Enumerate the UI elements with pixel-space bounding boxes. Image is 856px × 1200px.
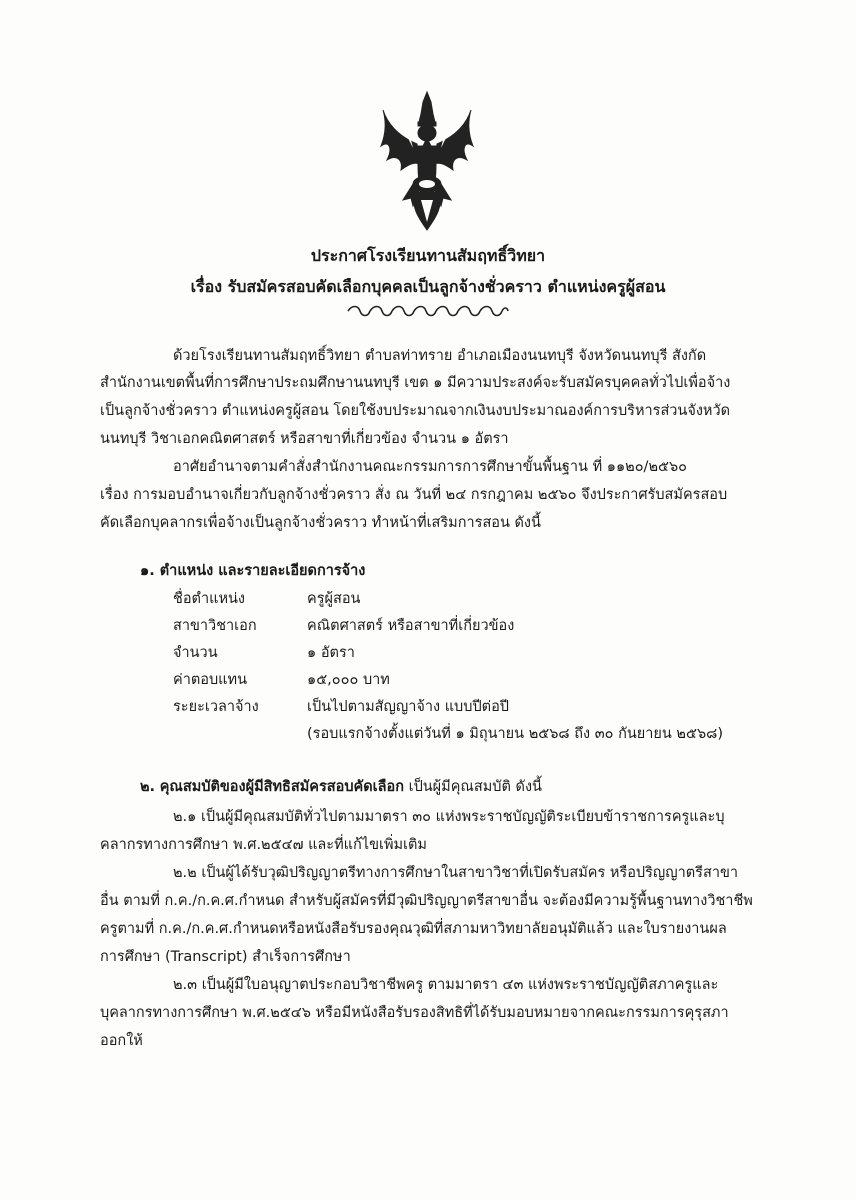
section2-heading — [140, 776, 542, 798]
section1-heading: ๑. ตำแหน่ง และรายละเอียดการจ้าง — [140, 563, 366, 579]
intro-p2-line2: เรื่อง การมอบอำนาจเกี่ยวกับลูกจ้างชั่วคราว สั่ง ณ วันที่ ๒๔ กรกฎาคม ๒๕๖๐ จึงประกาศรับสมัครสอบ — [100, 487, 728, 503]
intro-p1-line4: นนทบุรี วิชาเอกคณิตศาสตร์ หรือสาขาที่เกี่ยวข้อง จำนวน ๑ อัตรา — [100, 431, 509, 447]
item22-line3: ครูตามที่ ก.ค./ก.ค.ศ.กำหนดหรือหนังสือรับรองคุณวุฒิที่สภามหาวิทยาลัยอนุมัติแล้ว และใบรายงานผล — [100, 921, 727, 937]
detail-label-salary: ค่าตอบแทน — [173, 672, 247, 688]
item22-line1: ๒.๒ เป็นผู้ได้รับวุฒิปริญญาตรีทางการศึกษาในสาขาวิชาที่เปิดรับสมัคร หรือปริญญาตรีสาขา — [173, 865, 739, 881]
intro-p1-line3: เป็นลูกจ้างชั่วคราว ตำแหน่งครูผู้สอน โดยใช้งบประมาณจากเงินงบประมาณองค์การบริหารส่วนจังหวัด — [100, 403, 731, 419]
detail-value-position: ครูผู้สอน — [307, 591, 361, 607]
item21-line2: คลากรทางการศึกษา พ.ศ.๒๕๔๗ และที่แก้ไขเพิ่มเติม — [100, 837, 427, 853]
garuda-emblem — [373, 88, 481, 236]
announcement-title: ประกาศโรงเรียนทานสัมฤทธิ์วิทยา — [310, 246, 546, 265]
detail-value-count: ๑ อัตรา — [307, 645, 355, 661]
intro-p1-line1: ด้วยโรงเรียนทานสัมฤทธิ์วิทยา ตำบลท่าทราย อำเภอเมืองนนทบุรี จังหวัดนนทบุรี สังกัด — [173, 348, 707, 364]
intro-p1-line2: สำนักงานเขตพื้นที่การศึกษาประถมศึกษานนทบุรี เขต ๑ มีความประสงค์จะรับสมัครบุคคลทั่วไปเพื่อจ้าง — [100, 375, 731, 391]
detail-value-duration: เป็นไปตามสัญญาจ้าง แบบปีต่อปี — [307, 699, 510, 715]
section2-number: ๒. — [140, 779, 156, 795]
detail-value-major: คณิตศาสตร์ หรือสาขาที่เกี่ยวข้อง — [307, 618, 515, 634]
item22-line4: การศึกษา (Transcript) สำเร็จการศึกษา — [100, 949, 351, 965]
ornament-divider — [346, 303, 510, 319]
section2-heading-bold: คุณสมบัติของผู้มีสิทธิสมัครสอบคัดเลือก — [159, 779, 404, 795]
detail-label-major: สาขาวิชาเอก — [173, 618, 257, 634]
item23-line1: ๒.๓ เป็นผู้มีใบอนุญาตประกอบวิชาชีพครู ตามมาตรา ๔๓ แห่งพระราชบัญญัติสภาครูและ — [173, 977, 719, 993]
section2-heading-rest: เป็นผู้มีคุณสมบัติ ดังนี้ — [408, 779, 542, 795]
item23-line3: ออกให้ — [100, 1033, 143, 1049]
detail-label-position: ชื่อตำแหน่ง — [173, 591, 246, 607]
item22-line2: อื่น ตามที่ ก.ค./ก.ค.ศ.กำหนด สำหรับผู้สมัครที่มีวุฒิปริญญาตรีสาขาอื่น จะต้องมีความรู้พื้นฐานทางวิชาชีพ — [100, 893, 753, 909]
item21-line1: ๒.๑ เป็นผู้มีคุณสมบัติทั่วไปตามมาตรา ๓๐ แห่งพระราชบัญญัติระเบียบข้าราชการครูและบุ — [173, 809, 725, 825]
detail-label-duration: ระยะเวลาจ้าง — [173, 699, 259, 715]
item23-line2: บุคลากรทางการศึกษา พ.ศ.๒๕๔๖ หรือมีหนังสือรับรองสิทธิที่ได้รับมอบหมายจากคณะกรรมการคุรุสภา — [100, 1005, 729, 1021]
intro-p2-line3: คัดเลือกบุคลากรเพื่อจ้างเป็นลูกจ้างชั่วคราว ทำหน้าที่เสริมการสอน ดังนี้ — [100, 515, 541, 531]
detail-value-salary: ๑๕,๐๐๐ บาท — [307, 672, 390, 688]
detail-period-note: (รอบแรกจ้างตั้งแต่วันที่ ๑ มิถุนายน ๒๕๖๘ ถึง ๓๐ กันยายน ๒๕๖๘) — [307, 726, 723, 742]
detail-label-count: จำนวน — [173, 645, 218, 661]
intro-p2-line1: อาศัยอำนาจตามคำสั่งสำนักงานคณะกรรมการการศึกษาขั้นพื้นฐาน ที่ ๑๑๒๐/๒๕๖๐ — [173, 459, 688, 475]
announcement-subject: เรื่อง รับสมัครสอบคัดเลือกบุคคลเป็นลูกจ้างชั่วคราว ตำแหน่งครูผู้สอน — [190, 277, 666, 296]
